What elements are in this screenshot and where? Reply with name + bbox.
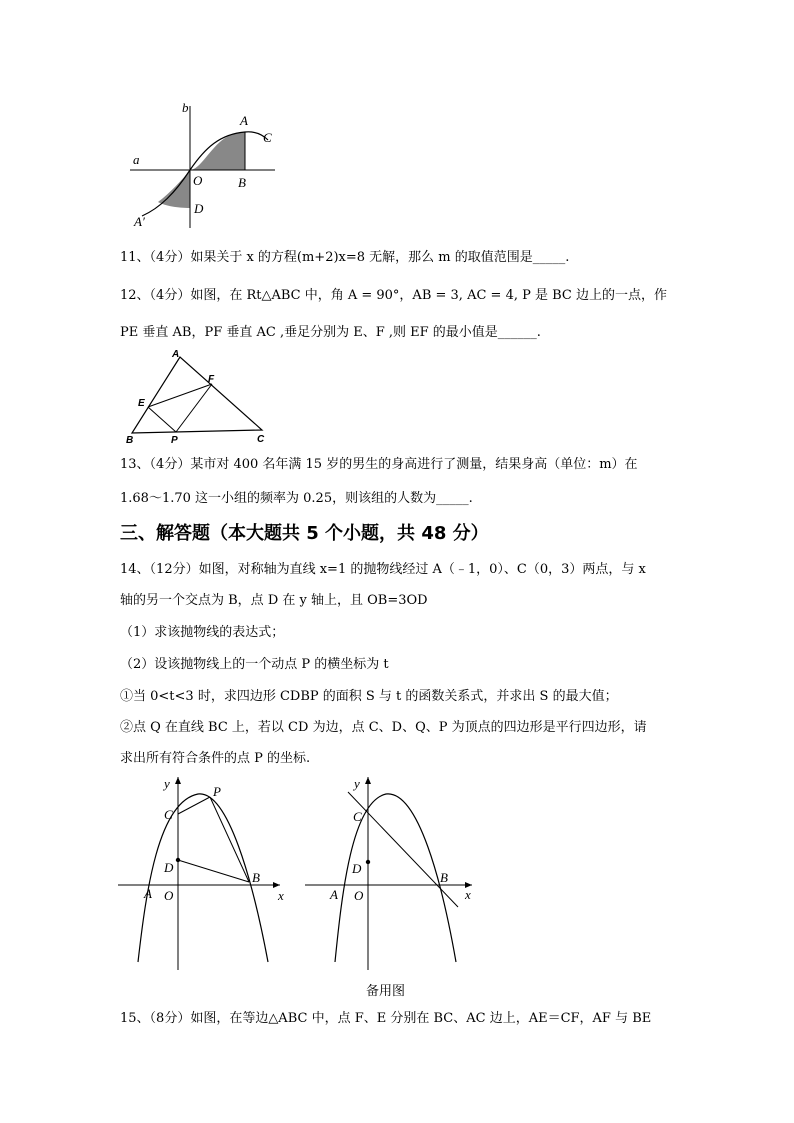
question-15-line1: 15、（8分）如图，在等边△ABC 中，点 F、E 分别在 BC、AC 边上，AE＝CF，AF 与 BE [120,1011,652,1026]
section-title: 三、解答题（本大题共 5 个小题，共 48 分） [120,523,489,544]
question-14-sub2a: ①当 0<t<3 时，求四边形 CDBP 的面积 S 与 t 的函数关系式，并求出 S 的最大值； [120,689,618,704]
figure-curve-shaded [120,98,290,233]
label-A-prime: A′ [134,214,145,229]
label-A: A [240,113,248,128]
p1-label-y: y [164,776,170,791]
p2-label-B: B [440,870,448,885]
question-14-line1: 14、（12分）如图，对称轴为直线 x=1 的抛物线经过 A（﹣1，0）、C（0，3）两点，与 x [120,562,646,577]
p1-label-C: C [164,807,173,822]
p2-label-y: y [354,776,360,791]
curve [142,132,268,216]
p1-label-x: x [278,888,284,903]
label-a: a [133,152,140,167]
p2-label-A: A [330,887,338,902]
label-O: O [193,173,203,188]
p1-label-D: D [164,860,174,875]
tri-label-C: C [257,434,265,445]
question-14-sub2: （2）设该抛物线上的一个动点 P 的横坐标为 t [120,657,389,672]
label-D: D [194,201,204,216]
question-14-sub2b-line2: 求出所有符合条件的点 P 的坐标. [120,751,311,766]
figure-parabola-main [118,772,293,972]
question-12-line1: 12、（4分）如图，在 Rt△ABC 中，角 A = 90°，AB = 3, AC = 4, P 是 BC 边上的一点，作 [120,288,667,303]
p2-label-C: C [353,809,362,824]
question-14-line2: 轴的另一个交点为 B，点 D 在 y 轴上，且 OB=3OD [120,593,428,608]
question-14-sub2b-line1: ②点 Q 在直线 BC 上，若以 CD 为边，点 C、D、Q、P 为顶点的四边形是平行四边形，请 [120,720,647,735]
question-13-line2: 1.68～1.70 这一小组的频率为 0.25，则该组的人数为_____. [120,491,473,506]
figure-triangle [120,345,280,445]
label-C: C [263,130,272,145]
p1-label-B: B [252,870,260,885]
figure-parabola-backup [300,772,480,972]
p1-label-A: A [144,886,152,901]
label-B: B [238,175,246,190]
question-14-sub1: （1）求该抛物线的表达式； [120,625,285,640]
tri-label-B: B [126,435,134,445]
p1-label-P: P [213,784,221,799]
tri-label-F: F [208,374,215,385]
p2-label-D: D [352,861,362,876]
shaded-region-right [190,132,245,170]
tri-label-E: E [138,398,145,409]
tri-label-P: P [171,435,178,445]
backup-figure-caption: 备用图 [366,984,406,999]
p1-label-O: O [164,888,174,903]
question-12-line2: PE 垂直 AB，PF 垂直 AC ,垂足分别为 E、F ,则 EF 的最小值是______. [120,325,541,340]
label-b: b [182,100,189,115]
question-13-line1: 13、（4分）某市对 400 名年满 15 岁的男生的身高进行了测量，结果身高（单位：m）在 [120,457,638,472]
question-11: 11、（4分）如果关于 x 的方程(m+2)x=8 无解，那么 m 的取值范围是_____. [120,250,570,265]
p2-label-O: O [354,888,364,903]
p2-label-x: x [465,887,471,902]
tri-label-A: A [172,349,180,360]
